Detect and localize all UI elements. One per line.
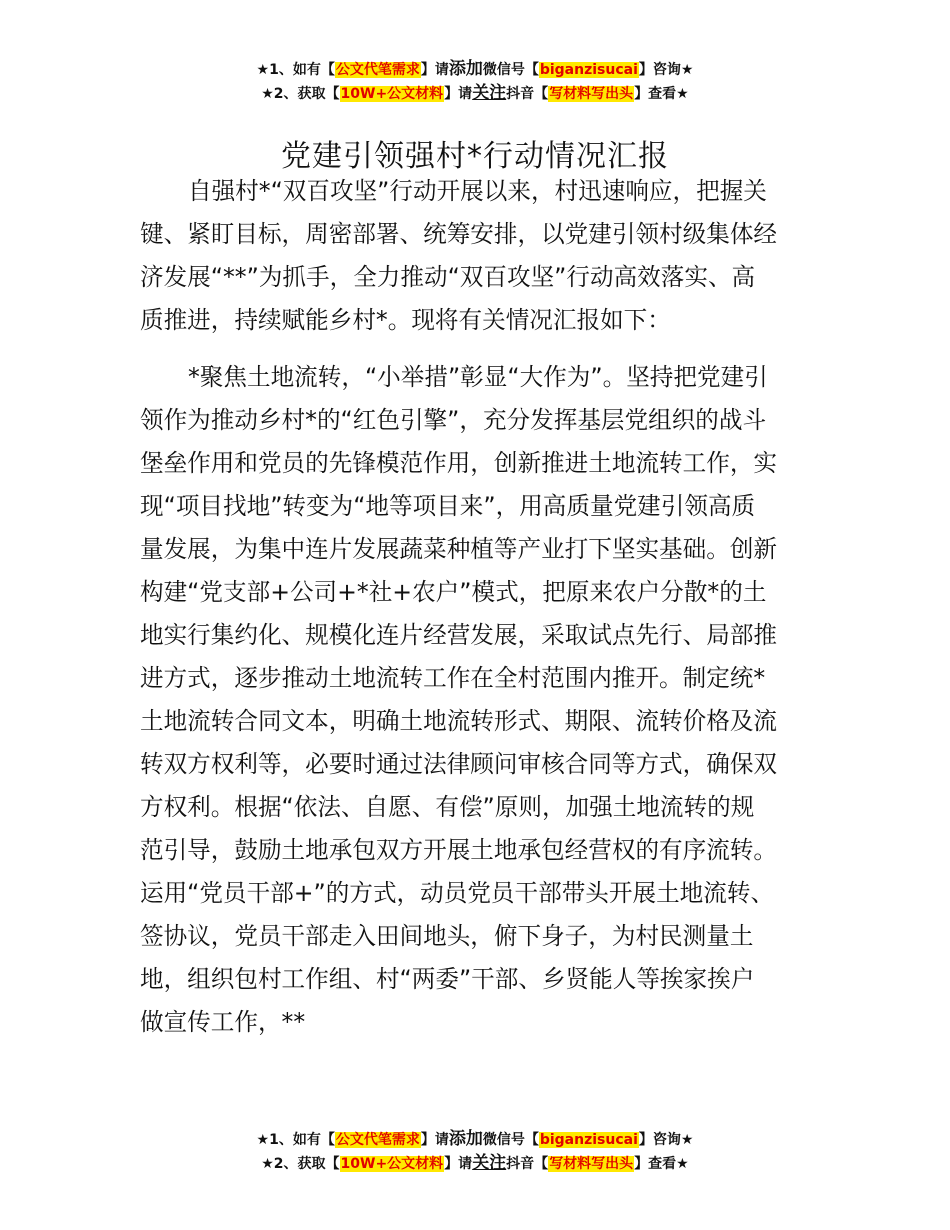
promo-highlight-douyin-id: 写材料写出头: [549, 86, 634, 102]
text-line: 现“项目找地”转变为“地等项目来”，用高质量党建引领高质: [140, 492, 756, 520]
promo-text: 】请: [420, 62, 449, 78]
text-line: 领作为推动乡村*的“红色引擎”，充分发挥基层党组织的战斗: [140, 406, 767, 434]
text-line: 地，组织包村工作组、村“两委”干部、乡贤能人等挨家挨户: [140, 965, 755, 993]
promo-emphasis: 添加: [448, 1129, 483, 1149]
promo-highlight-wechat-id: biganzisucai: [539, 62, 638, 78]
promo-text: 】查看★: [634, 86, 689, 102]
text-line: 堡垒作用和党员的先锋模范作用，创新推进土地流转工作，实: [140, 449, 778, 477]
paragraph-land-transfer: [140, 356, 814, 1044]
promo-banner-top: [0, 58, 950, 106]
promo-emphasis: 添加: [448, 59, 483, 79]
promo-text: 微信号【: [482, 62, 539, 78]
text-line: 方权利。根据“依法、自愿、有偿”原则，加强土地流转的规: [140, 793, 755, 821]
promo-banner-bottom: [0, 1128, 950, 1176]
promo-text: 】咨询★: [638, 62, 694, 78]
text-line: 质推进，持续赋能乡村*。现将有关情况汇报如下：: [140, 306, 671, 334]
paragraph-intro: [140, 170, 814, 342]
text-line: 运用“党员干部+”的方式，动员党员干部带头开展土地流转、: [140, 879, 775, 907]
text-line: 转双方权利等，必要时通过法律顾问审核合同等方式，确保双: [140, 750, 778, 778]
promo-line-1: [0, 58, 950, 82]
text-line: 签协议，党员干部走入田间地头，俯下身子，为村民测量土: [140, 922, 754, 950]
promo-text: 】查看★: [634, 1156, 689, 1172]
text-line: 济发展“**”为抓手，全力推动“双百攻坚”行动高效落实、高: [140, 263, 756, 291]
promo-highlight-service: 公文代笔需求: [335, 1132, 420, 1148]
promo-emphasis: 关注: [472, 1153, 507, 1173]
text-line: 量发展，为集中连片发展蔬菜种植等产业打下坚实基础。创新: [140, 535, 778, 563]
promo-highlight-douyin-id: 写材料写出头: [549, 1156, 634, 1172]
document-body: [140, 170, 814, 1058]
promo-text: 】请: [444, 1156, 473, 1172]
document-title: 党建引领强村*行动情况汇报: [281, 139, 669, 175]
promo-text: 】咨询★: [638, 1132, 694, 1148]
promo-line-2: [0, 1152, 950, 1176]
text-line: 进方式，逐步推动土地流转工作在全村范围内推开。制定统*: [140, 664, 766, 692]
text-line: 土地流转合同文本，明确土地流转形式、期限、流转价格及流: [140, 707, 778, 735]
text-line: 键、紧盯目标，周密部署、统筹安排，以党建引领村级集体经: [140, 220, 778, 248]
promo-text: 】请: [444, 86, 473, 102]
promo-text: 抖音【: [506, 1156, 549, 1172]
promo-highlight-service: 公文代笔需求: [335, 62, 420, 78]
text-line: 做宣传工作，**: [140, 1008, 306, 1036]
text-line: 构建“党支部+公司+*社+农户”模式，把原来农户分散*的土: [140, 578, 767, 606]
promo-line-2: [0, 82, 950, 106]
promo-highlight-materials: 10W+公文材料: [340, 1156, 444, 1172]
text-line: 自强村*“双百攻坚”行动开展以来，村迅速响应，把握关: [188, 177, 767, 205]
text-line: *聚焦土地流转，“小举措”彰显“大作为”。坚持把党建引: [188, 363, 768, 391]
promo-text: ★2、获取【: [261, 86, 340, 102]
promo-emphasis: 关注: [472, 83, 507, 103]
promo-text: 】请: [420, 1132, 449, 1148]
promo-text: ★2、获取【: [261, 1156, 340, 1172]
promo-highlight-wechat-id: biganzisucai: [539, 1132, 638, 1148]
promo-line-1: [0, 1128, 950, 1152]
promo-text: 抖音【: [506, 86, 549, 102]
promo-text: ★1、如有【: [256, 1132, 335, 1148]
text-line: 范引导，鼓励土地承包双方开展土地承包经营权的有序流转。: [140, 836, 778, 864]
promo-text: 微信号【: [482, 1132, 539, 1148]
promo-text: ★1、如有【: [256, 62, 335, 78]
promo-highlight-materials: 10W+公文材料: [340, 86, 444, 102]
text-line: 地实行集约化、规模化连片经营发展，采取试点先行、局部推: [140, 621, 778, 649]
